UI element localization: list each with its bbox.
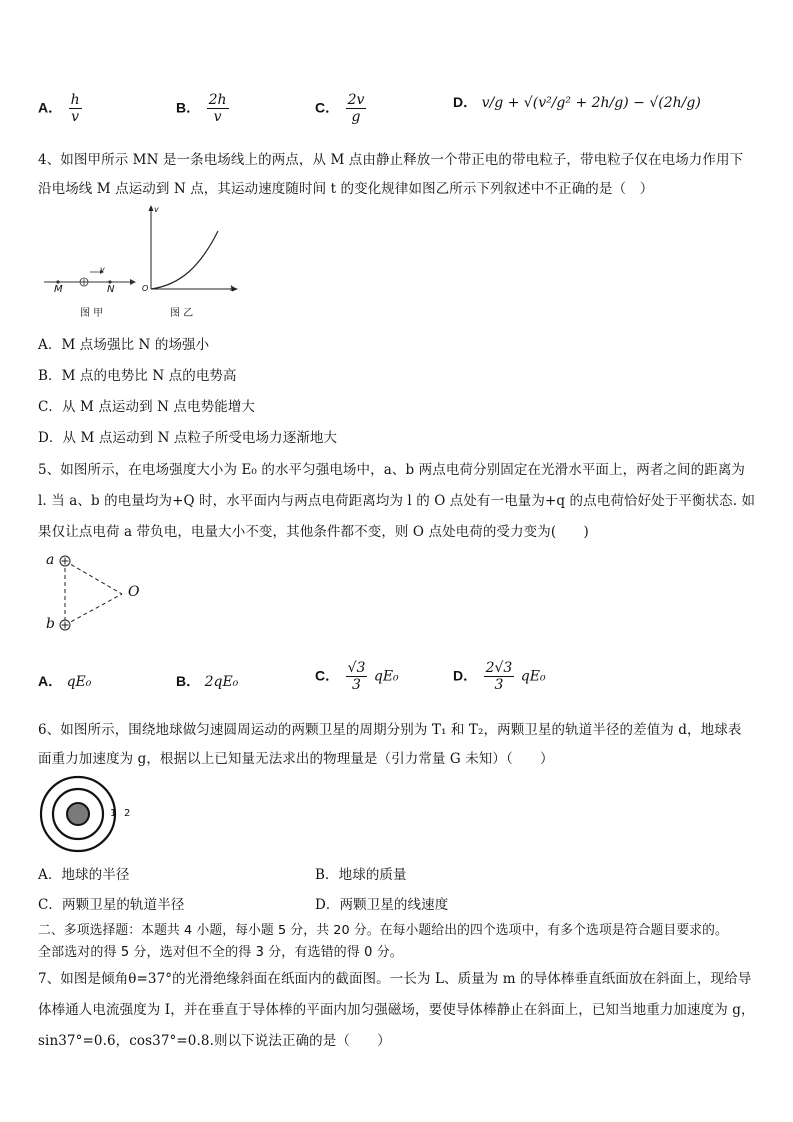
q5-option-b[interactable] (176, 671, 238, 691)
section2-heading-line1: 二、多项选择题：本题共 4 小题，每小题 5 分，共 20 分。在每小题给出的四个选项中，有多个选项是符合题目要求的。 (38, 923, 728, 938)
q5-option-a[interactable] (38, 671, 91, 691)
orbit-label-1: 1 (110, 808, 117, 819)
q5-figure (44, 550, 154, 640)
q6-stem-line2: 面重力加速度为 g，根据以上已知量无法求出的物理量是（引力常量 G 未知）（ ） (38, 751, 554, 767)
section2-heading-line2: 全部选对的得 5 分，选对但不全的得 3 分，有选错的得 0 分。 (38, 945, 403, 960)
option-letter: A． (38, 99, 63, 116)
option-letter: C． (315, 667, 340, 684)
satellite-orbits-diagram (38, 774, 118, 854)
label-n: N (107, 284, 115, 295)
option-text: qE₀ (520, 668, 546, 685)
q4-figure-jia (40, 262, 136, 322)
label-a: a (46, 552, 55, 568)
label-m: M (54, 284, 63, 295)
q3-option-b[interactable] (176, 92, 231, 125)
fraction: $\frac{2h}{v}$ (208, 92, 227, 125)
caption-jia: 图 甲 (80, 308, 104, 319)
option-letter: A． (38, 673, 63, 689)
q3-option-a[interactable] (38, 92, 84, 125)
option-letter: B． (176, 673, 201, 689)
q5-stem-line2: l. 当 a、b 的电量均为+Q 时，水平面内与两点电荷距离均为 l 的 O 点处有一电量为+q 的点电荷恰好处于平衡状态. 如 (38, 493, 756, 509)
q3-option-d[interactable] (453, 92, 701, 112)
option-letter: D． (453, 667, 478, 684)
option-text: qE₀ (373, 668, 399, 685)
axis-t-label: t (230, 284, 234, 293)
q4-option-b[interactable]: B．M 点的电势比 N 点的电势高 (38, 368, 237, 384)
q4-stem-line2: 沿电场线 M 点运动到 N 点，其运动速度随时间 t 的变化规律如图乙所示下列叙述中不正确的是（ ） (38, 181, 654, 197)
fraction: $\frac{2√3}{3}$ (485, 660, 513, 693)
label-o: O (128, 584, 140, 600)
velocity-time-graph (140, 205, 240, 295)
fraction: $\frac{h}{v}$ (70, 92, 80, 125)
q6-stem-line1: 6、如图所示，围绕地球做匀速圆周运动的两颗卫星的周期分别为 T₁ 和 T₂，两颗卫星的轨道半径的差值为 d，地球表 (38, 722, 742, 738)
q4-option-c[interactable]: C．从 M 点运动到 N 点电势能增大 (38, 399, 256, 415)
q6-option-b[interactable]: B．地球的质量 (315, 867, 407, 883)
formula-part-2: + √(v²/g² + 2h/g) − √(2h/g) (507, 95, 701, 111)
fraction: $\frac{√3}{3}$ (347, 660, 366, 693)
q4-option-d[interactable]: D．从 M 点运动到 N 点粒子所受电场力逐渐地大 (38, 430, 338, 446)
q6-option-a[interactable]: A．地球的半径 (38, 867, 130, 883)
q7-stem-line2: 体棒通人电流强度为 I，并在垂直于导体棒的平面内加匀强磁场，要使导体棒静止在斜面上，已知当地重力加速度为 g， (38, 1002, 755, 1018)
q6-option-d[interactable]: D．两颗卫星的线速度 (315, 897, 449, 913)
option-letter: B． (176, 99, 201, 116)
q4-figure-yi (140, 205, 240, 320)
q6-figure (38, 774, 138, 854)
orbit-label-2: 2 (124, 808, 131, 819)
q7-stem-line3: sin37°=0.6，cos37°=0.8.则以下说法正确的是（ ） (38, 1033, 391, 1049)
axis-v-label: v (154, 205, 159, 214)
q7-stem-line1: 7、如图是倾角θ=37°的光滑绝缘斜面在纸面内的截面图。一长为 L、质量为 m 的导体棒垂直纸面放在斜面上，现给导 (38, 971, 752, 987)
caption-yi: 图 乙 (170, 308, 194, 319)
option-letter: D． (453, 94, 478, 110)
q5-option-c[interactable] (315, 660, 399, 693)
option-letter: C． (315, 99, 340, 116)
label-b: b (46, 616, 55, 632)
option-text: qE₀ (66, 674, 92, 690)
q5-option-d[interactable] (453, 660, 546, 693)
q5-stem-line1: 5、如图所示，在电场强度大小为 E₀ 的水平匀强电场中，a、b 两点电荷分别固定在光滑水平面上，两者之间的距离为 (38, 462, 746, 478)
option-text: 2qE₀ (204, 674, 239, 690)
q6-option-c[interactable]: C．两颗卫星的轨道半径 (38, 897, 185, 913)
q5-stem-line3: 果仅让点电荷 a 带负电，电量大小不变，其他条件都不变，则 O 点处电荷的受力变为( ) (38, 524, 589, 540)
label-v-arrow: v (100, 265, 105, 274)
fraction: $\frac{2v}{g}$ (347, 92, 365, 125)
origin-label: O (142, 284, 149, 293)
q4-stem-line1: 4、如图甲所示 MN 是一条电场线上的两点，从 M 点由静止释放一个带正电的带电粒子，带电粒子仅在电场力作用下 (38, 152, 744, 168)
q4-option-a[interactable]: A．M 点场强比 N 的场强小 (38, 337, 210, 353)
q3-option-c[interactable] (315, 92, 368, 125)
formula-part-1: v/g (481, 95, 504, 111)
